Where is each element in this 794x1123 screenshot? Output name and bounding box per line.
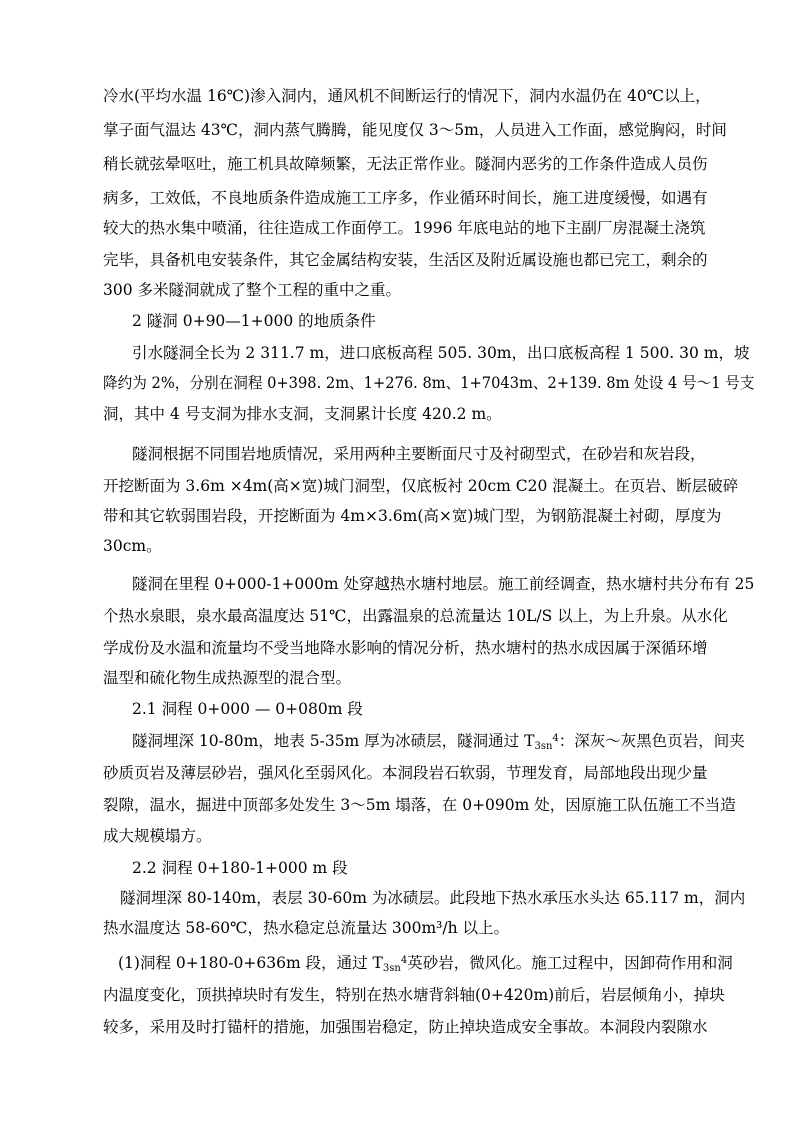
text-line: 完毕，具备机电安装条件，其它金属结构安装，生活区及附近属设施也都已完工，剩余的 [103,251,708,269]
text-line: 降约为 2%，分别在洞程 0+398. 2m、1+276. 8m、1+7043m、2+139. 8m 处设 4 号～1 号支 [103,374,755,392]
section-heading: 2 隧洞 0+90—1+000 的地质条件 [132,312,376,330]
text-line: 温型和硫化物生成热源型的混合型。 [103,669,352,687]
text-with-notation: (1)洞程 0+180-0+636m 段，通过 $T_{3sn}^4$英砂岩，微风化。施工过程中，因卸荷作用和洞 [118,954,733,974]
text-line: 砂质页岩及薄层砂岩，强风化至弱风化。本洞段岩石软弱，节理发育，局部地段出现少量 [103,764,708,782]
text-line: 引水隧洞全长为 2 311.7 m，进口底板高程 505. 30m，出口底板高程 1 500. 30 m，坡 [132,344,750,362]
text-line: 隧洞埋深 80-140m，表层 30-60m 为冰碛层。此段地下热水承压水头达 65.117 m，洞内 [120,889,746,907]
text-line: 学成份及水温和流量均不受当地降水影响的情况分析，热水塘村的热水成因属于深循环增 [103,639,708,657]
text-line: 个热水泉眼，泉水最高温度达 51℃，出露温泉的总流量达 10L/S 以上，为上升泉。从水化 [103,607,728,625]
text-line: 冷水(平均水温 16℃)渗入洞内，通风机不间断运行的情况下，洞内水温仍在 40℃以上， [103,87,711,105]
text-line: 隧洞根据不同围岩地质情况，采用两种主要断面尺寸及衬砌型式，在砂岩和灰岩段， [132,445,706,463]
text-line [0,725,794,757]
text-line: 隧洞在里程 0+000-1+000m 处穿越热水塘村地层。施工前经调查，热水塘村共分布有 25 [132,575,755,593]
text-line: 稍长就弦晕呕吐，施工机具故障频繁，无法正常作业。隧洞内恶劣的工作条件造成人员伤 [103,155,708,173]
text-line: 内温度变化，顶拱掉块时有发生，特别在热水塘背斜轴(0+420m)前后，岩层倾角小，掉块 [103,986,725,1004]
section-heading: 2.1 洞程 0+000 — 0+080m 段 [132,700,363,718]
text-line: 热水温度达 58-60℃，热水稳定总流量达 300m³/h 以上。 [103,919,510,937]
text-line: 开挖断面为 3.6m ×4m(高×宽)城门洞型，仅底板衬 20cm C20 混凝土。在页岩、断层破碎 [103,477,739,495]
text-line: 病多，工效低，不良地质条件造成施工工序多，作业循环时间长，施工进度缓慢，如遇有 [103,189,708,207]
section-heading: 2.2 洞程 0+180-1+000 m 段 [132,859,348,877]
text-with-notation: 隧洞埋深 10-80m，地表 5-35m 厚为冰碛层，隧洞通过 $T_{3sn}^4$：深灰～灰黑色页岩，间夹 [132,732,745,752]
text-line: 30cm。 [103,537,162,555]
text-line: 裂隙，温水，掘进中顶部多处发生 3～5m 塌落，在 0+090m 处，因原施工队伍施工不当造 [103,796,736,814]
text-line: 300 多米隧洞就成了整个工程的重中之重。 [103,281,402,299]
text-line: 成大规模塌方。 [103,827,212,845]
text-line: 洞，其中 4 号支洞为排水支洞，支洞累计长度 420.2 m。 [103,405,502,423]
text-line: 掌子面气温达 43℃，洞内蒸气腾腾，能见度仅 3～5m，人员进入工作面，感觉胸闷，时间 [103,121,727,139]
text-line: 带和其它软弱围岩段，开挖断面为 4m×3.6m(高×宽)城门型，为钢筋混凝土衬砌，厚度为 [103,507,722,525]
text-line: 较多，采用及时打锚杆的措施，加强围岩稳定，防止掉块造成安全事故。本洞段内裂隙水 [103,1018,708,1036]
text-line [0,947,794,979]
text-line: 较大的热水集中喷涌，往往造成工作面停工。1996 年底电站的地下主副厂房混凝土浇筑 [103,219,706,237]
